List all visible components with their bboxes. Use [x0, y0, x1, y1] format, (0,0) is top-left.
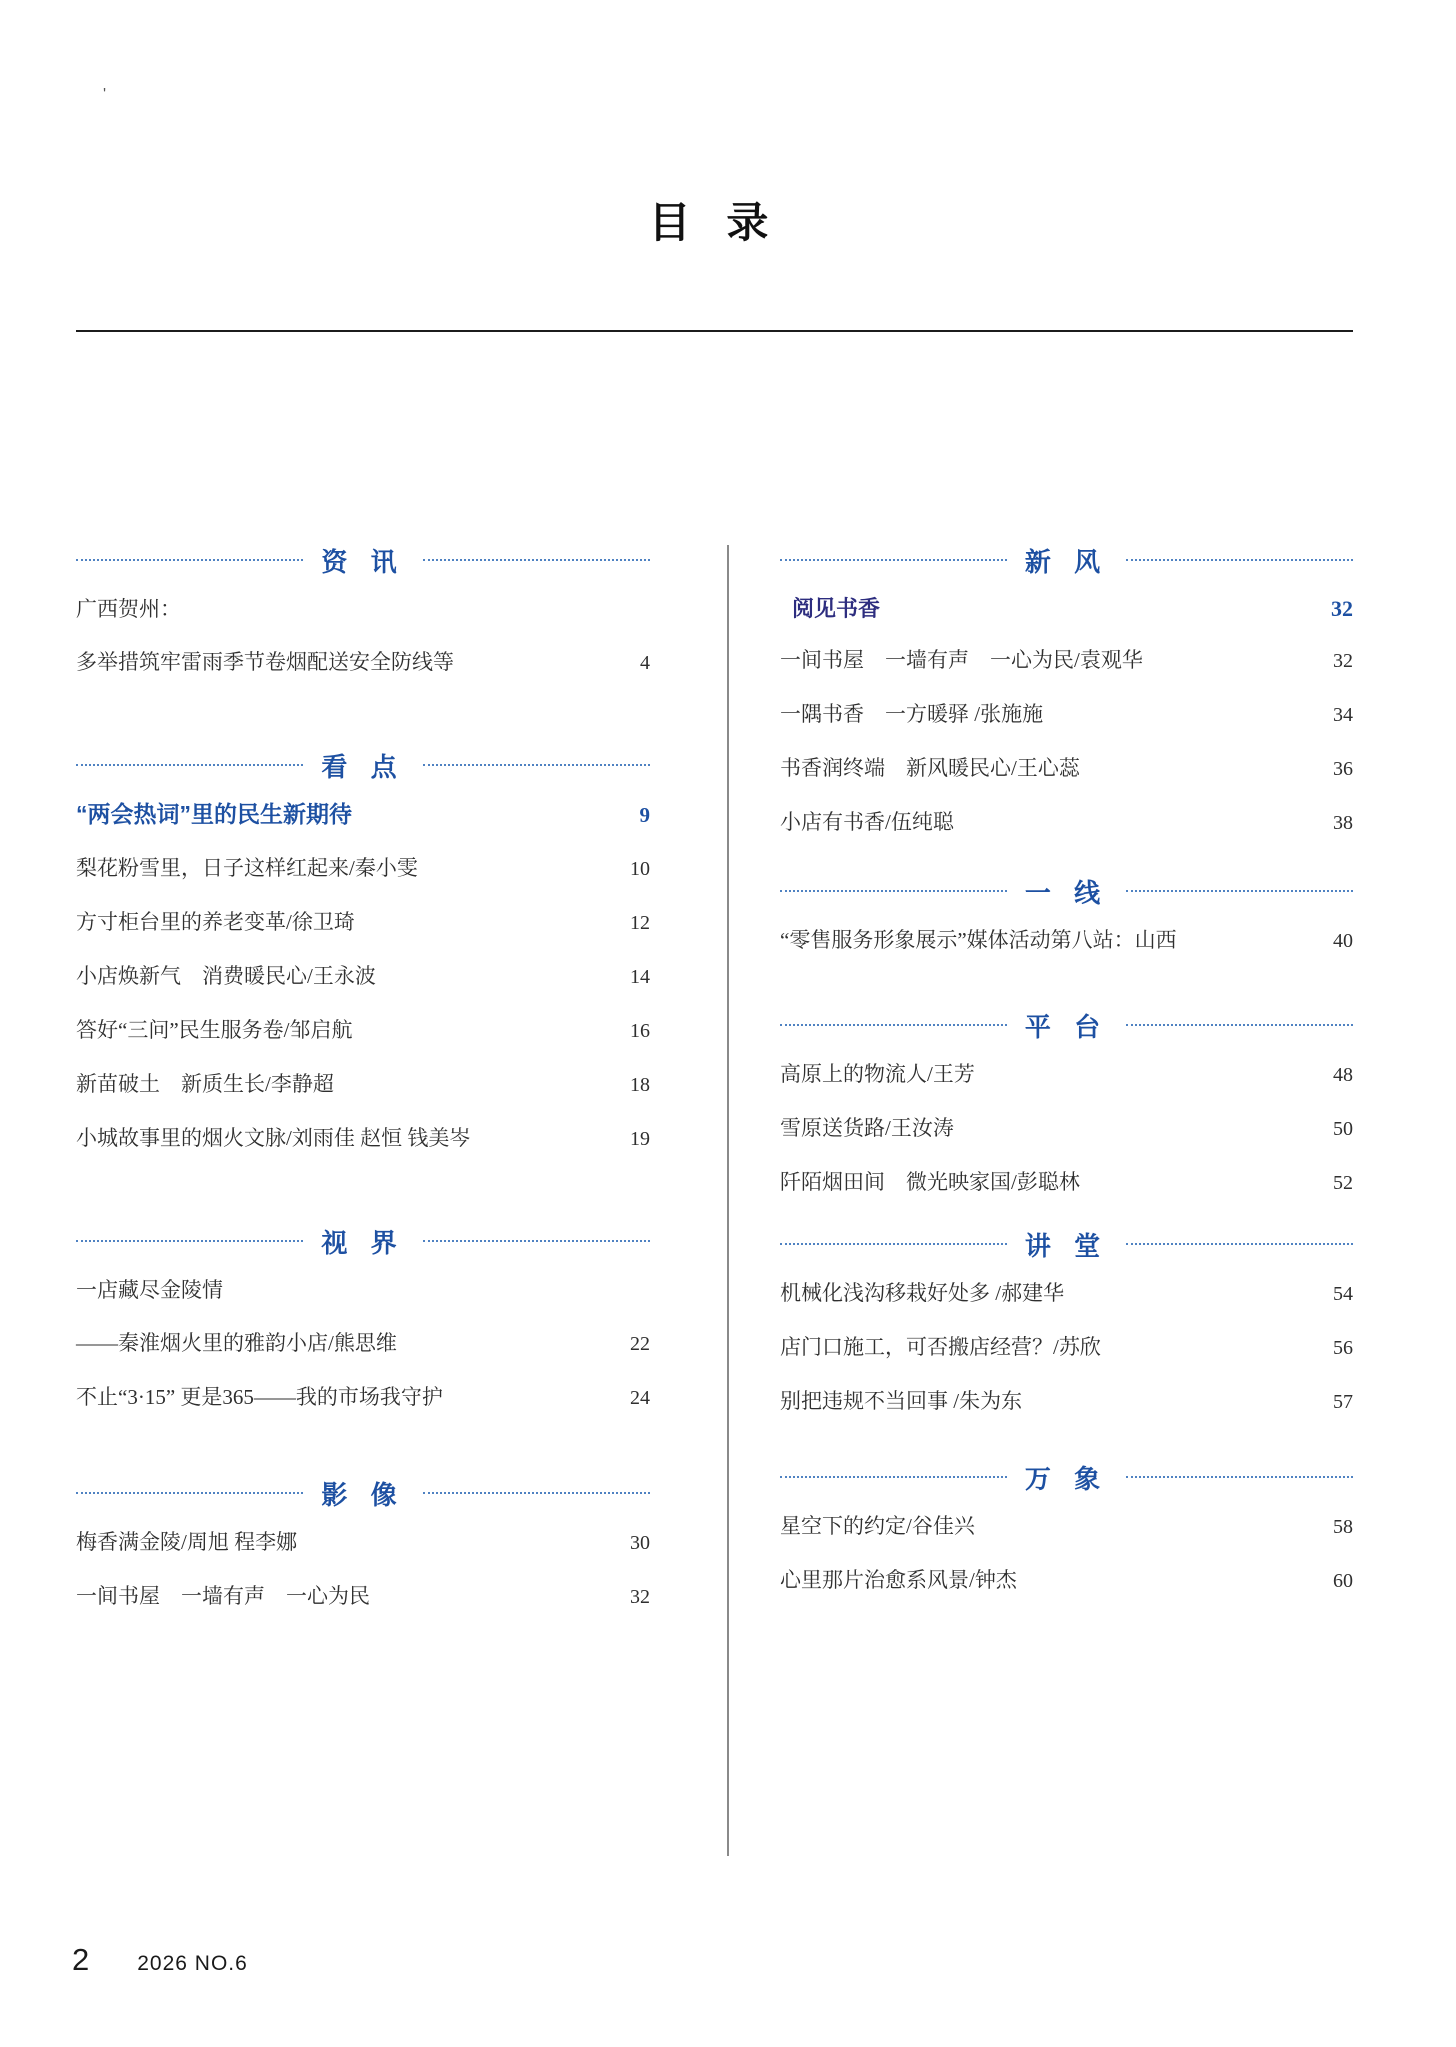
section-header	[76, 542, 650, 578]
stray-mark: '	[103, 86, 107, 103]
toc-entry-title: 广西贺州：	[76, 597, 181, 621]
section-header	[780, 873, 1353, 909]
dotted-rule	[1126, 559, 1353, 561]
toc-entry-page: 16	[630, 1020, 650, 1042]
toc-entry	[780, 925, 1353, 956]
toc-section-wanxiang	[780, 1459, 1353, 1596]
page-footer	[72, 1942, 248, 1978]
toc-section-zixun	[76, 542, 650, 678]
toc-column-right	[780, 542, 1353, 1619]
toc-entry-title: 星空下的约定/谷佳兴	[780, 1514, 975, 1538]
toc-entry-page: 50	[1333, 1118, 1353, 1140]
section-label: 影 像	[321, 1479, 405, 1510]
column-divider	[727, 545, 729, 1856]
dotted-rule	[780, 559, 1007, 561]
section-label: 资 讯	[321, 546, 405, 577]
section-label: 平 台	[1024, 1011, 1109, 1042]
toc-entry-title: 小城故事里的烟火文脉/刘雨佳 赵恒 钱美岑	[76, 1126, 471, 1150]
toc-entry	[76, 647, 650, 678]
toc-entry-title: “零售服务形象展示”媒体活动第八站：山西	[780, 928, 1177, 952]
toc-section-kandian	[76, 747, 650, 1154]
toc-entry-page: 52	[1333, 1172, 1353, 1194]
toc-entry-title: 一间书屋 一墙有声 一心为民/袁观华	[780, 648, 1143, 672]
dotted-rule	[76, 559, 303, 561]
dotted-rule	[1126, 1024, 1353, 1026]
toc-column-left	[76, 542, 650, 1635]
toc-entry-page: 32	[1331, 596, 1353, 621]
toc-entry-title: 阅见书香	[792, 596, 881, 621]
toc-entry-page: 12	[630, 912, 650, 934]
dotted-rule	[76, 1240, 303, 1242]
toc-entry-title: 书香润终端 新风暖民心/王心蕊	[780, 756, 1080, 780]
toc-entry-page: 10	[630, 858, 650, 880]
section-header	[780, 542, 1353, 578]
toc-section-xinfeng	[780, 542, 1353, 838]
dotted-rule	[423, 764, 650, 766]
toc-entry	[780, 645, 1353, 676]
section-label: 视 界	[321, 1227, 405, 1258]
section-header	[780, 1226, 1353, 1262]
toc-entry-page: 58	[1333, 1516, 1353, 1538]
dotted-rule	[423, 1240, 650, 1242]
toc-entry	[76, 1069, 650, 1100]
toc-entry	[780, 1167, 1353, 1198]
toc-entry	[780, 1059, 1353, 1090]
toc-entry-title: 不止“3·15” 更是365——我的市场我守护	[76, 1385, 443, 1409]
dotted-rule	[780, 1024, 1007, 1026]
toc-entry	[76, 1527, 650, 1558]
toc-entry	[76, 594, 650, 624]
toc-entry-page: 48	[1333, 1064, 1353, 1086]
toc-entry-title: 一隅书香 一方暖驿 /张施施	[780, 702, 1044, 726]
toc-entry-title: 机械化浅沟移栽好处多 /郝建华	[780, 1281, 1065, 1305]
toc-entry-title: ——秦淮烟火里的雅韵小店/熊思维	[76, 1331, 397, 1355]
footer-issue-label: 2026 NO.6	[137, 1952, 248, 1975]
dotted-rule	[423, 1492, 650, 1494]
toc-section-shijie	[76, 1223, 650, 1413]
section-label: 新 风	[1024, 546, 1109, 577]
toc-entry-title: 雪原送货路/王汝涛	[780, 1116, 954, 1140]
dotted-rule	[1126, 1243, 1353, 1245]
toc-entry-title: 梨花粉雪里，日子这样红起来/秦小雯	[76, 856, 418, 880]
toc-entry-title: 小店焕新气 消费暖民心/王永波	[76, 964, 376, 988]
toc-entry-title: 答好“三问”民生服务卷/邹启航	[76, 1018, 353, 1042]
toc-entry-title: 别把违规不当回事 /朱为东	[780, 1389, 1023, 1413]
toc-entry	[780, 1332, 1353, 1363]
dotted-rule	[780, 890, 1007, 892]
toc-entry-page: 24	[630, 1387, 650, 1409]
toc-entry-page: 40	[1333, 930, 1353, 952]
toc-entry	[780, 1113, 1353, 1144]
toc-entry	[780, 807, 1353, 838]
toc-entry-page: 30	[630, 1532, 650, 1554]
toc-entry-page: 57	[1333, 1391, 1353, 1413]
toc-entry	[780, 594, 1353, 624]
section-header	[76, 1475, 650, 1511]
section-header	[76, 1223, 650, 1259]
toc-section-yingxiang	[76, 1475, 650, 1612]
toc-entry	[76, 799, 650, 830]
dotted-rule	[1126, 1476, 1353, 1478]
toc-entry	[780, 1565, 1353, 1596]
section-header	[780, 1459, 1353, 1495]
toc-entry-title: 一间书屋 一墙有声 一心为民	[76, 1584, 370, 1608]
section-header	[76, 747, 650, 783]
section-header	[780, 1007, 1353, 1043]
toc-entry	[76, 1015, 650, 1046]
toc-entry-title: 小店有书香/伍纯聪	[780, 810, 954, 834]
toc-entry	[76, 1123, 650, 1154]
toc-entry-page: 19	[630, 1128, 650, 1150]
section-label: 一 线	[1024, 877, 1109, 908]
toc-entry	[780, 1386, 1353, 1417]
toc-entry-page: 34	[1333, 704, 1353, 726]
toc-entry-title: 心里那片治愈系风景/钟杰	[780, 1568, 1017, 1592]
toc-entry-page: 9	[639, 803, 650, 827]
toc-entry	[76, 961, 650, 992]
toc-entry-title: 店门口施工，可否搬店经营？/苏欣	[780, 1335, 1101, 1359]
toc-entry	[76, 1382, 650, 1413]
toc-entry	[76, 853, 650, 884]
toc-entry-page: 32	[630, 1586, 650, 1608]
toc-entry-title: 方寸柜台里的养老变革/徐卫琦	[76, 910, 355, 934]
dotted-rule	[76, 1492, 303, 1494]
dotted-rule	[76, 764, 303, 766]
toc-entry	[780, 753, 1353, 784]
dotted-rule	[423, 559, 650, 561]
toc-entry	[76, 1581, 650, 1612]
toc-entry-page: 32	[1333, 650, 1353, 672]
toc-section-jiangtang	[780, 1226, 1353, 1417]
page-title: 目 录	[648, 199, 781, 246]
toc-entry-title: 阡陌烟田间 微光映家国/彭聪林	[780, 1170, 1080, 1194]
toc-section-yixian	[780, 873, 1353, 956]
toc-entry-title: 一店藏尽金陵情	[76, 1278, 223, 1302]
toc-entry	[780, 1511, 1353, 1542]
toc-entry-page: 56	[1333, 1337, 1353, 1359]
footer-page-number: 2	[72, 1942, 90, 1977]
toc-entry-title: “两会热词”里的民生新期待	[76, 801, 352, 827]
toc-entry-page: 18	[630, 1074, 650, 1096]
toc-entry	[76, 1328, 650, 1359]
toc-entry-page: 4	[640, 652, 650, 674]
toc-entry-page: 22	[630, 1333, 650, 1355]
section-label: 万 象	[1024, 1463, 1109, 1494]
toc-section-pingtai	[780, 1007, 1353, 1198]
toc-entry-page: 60	[1333, 1570, 1353, 1592]
toc-entry-page: 38	[1333, 812, 1353, 834]
section-label: 看 点	[321, 751, 405, 782]
toc-entry-title: 新苗破土 新质生长/李静超	[76, 1072, 334, 1096]
toc-entry-page: 36	[1333, 758, 1353, 780]
dotted-rule	[1126, 890, 1353, 892]
title-rule	[76, 330, 1353, 332]
toc-entry	[76, 1275, 650, 1305]
dotted-rule	[780, 1243, 1007, 1245]
toc-entry-page: 54	[1333, 1283, 1353, 1305]
toc-entry	[780, 1278, 1353, 1309]
toc-entry-page: 14	[630, 966, 650, 988]
dotted-rule	[780, 1476, 1007, 1478]
toc-entry-title: 多举措筑牢雷雨季节卷烟配送安全防线等	[76, 650, 454, 674]
toc-entry	[76, 907, 650, 938]
toc-entry	[780, 699, 1353, 730]
toc-entry-title: 梅香满金陵/周旭 程李娜	[76, 1530, 298, 1554]
toc-entry-title: 高原上的物流人/王芳	[780, 1062, 975, 1086]
section-label: 讲 堂	[1024, 1230, 1109, 1261]
